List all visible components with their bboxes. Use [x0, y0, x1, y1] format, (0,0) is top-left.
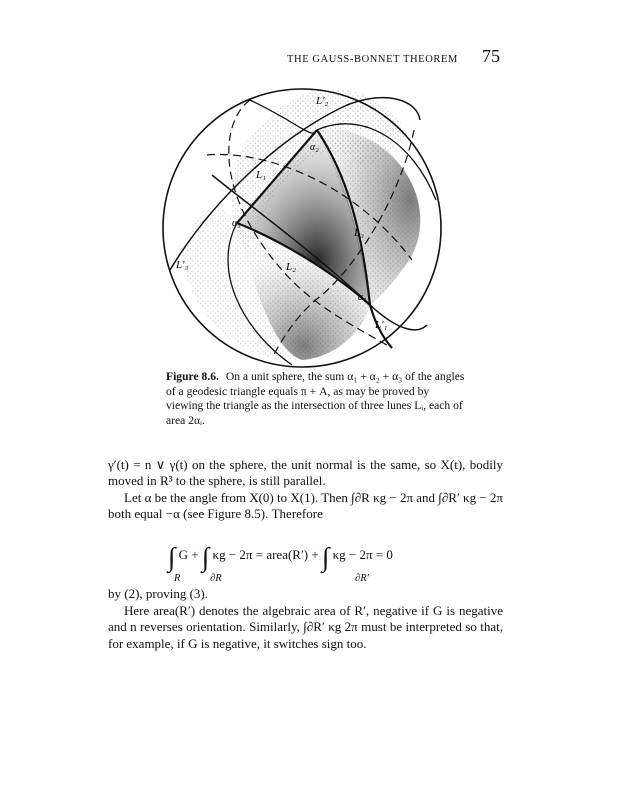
label-l2: L₂ — [286, 261, 296, 273]
integral-subscript-1: R — [174, 573, 181, 584]
integral-sign-3: ∫ — [321, 542, 330, 572]
equation-term-1: G + — [178, 547, 199, 562]
figure-label: Figure 8.6. — [166, 370, 219, 383]
running-title: THE GAUSS-BONNET THEOREM — [287, 54, 458, 65]
integral-subscript-2: ∂R — [210, 573, 222, 584]
paragraph-4: Here area(R′) denotes the algebraic area of R′, negative if G is negative and n reverses orientation. Similarly, ∫∂R′ κg 2π must be interpreted so that, for example, if G is negative, it switches sign too. — [108, 603, 503, 651]
label-l2-prime: L'₂ — [316, 95, 329, 107]
paragraph-2: Let α be the angle from X(0) to X(1). Then ∫∂R κg − 2π and ∫∂R′ κg − 2π both equal −α (see Figure 8.5). Therefore — [108, 490, 503, 522]
label-l3-prime: L'₃ — [176, 259, 189, 271]
label-l1: L₁ — [256, 169, 266, 181]
label-alpha-3: α₃ — [232, 218, 241, 229]
label-l1-prime: L'₁ — [375, 319, 388, 331]
running-header — [0, 46, 617, 70]
label-alpha-2: α₂ — [310, 142, 319, 153]
equation-term-2: κg − 2π = area(R′) + — [212, 547, 319, 562]
caption-text: On a unit sphere, the sum α₁ + α₂ + α₃ of the angles of a geodesic triangle equals π + A, as may be proved by viewing the triangle as the intersection of three lunes Lᵢ, each of area 2αᵢ. — [166, 370, 465, 427]
label-alpha-1: α₁ — [358, 292, 367, 303]
page-number: 75 — [482, 46, 500, 66]
figure-caption — [166, 370, 466, 428]
integral-subscript-3: ∂R′ — [355, 573, 369, 584]
display-equation — [168, 538, 468, 586]
equation-term-3: κg − 2π = 0 — [332, 547, 393, 562]
paragraph-1: γ′(t) = n ∨ γ(t) on the sphere, the unit normal is the same, so X(t), bodily moved in R³ to the sphere, is still parallel. — [108, 457, 503, 489]
integral-sign-1: ∫ — [168, 542, 176, 572]
integral-sign-2: ∫ — [201, 542, 210, 572]
sphere-lunes-figure — [152, 80, 452, 372]
paragraph-3: by (2), proving (3). — [108, 586, 209, 601]
equation-line — [168, 542, 393, 572]
label-l3: L₃ — [354, 227, 364, 239]
